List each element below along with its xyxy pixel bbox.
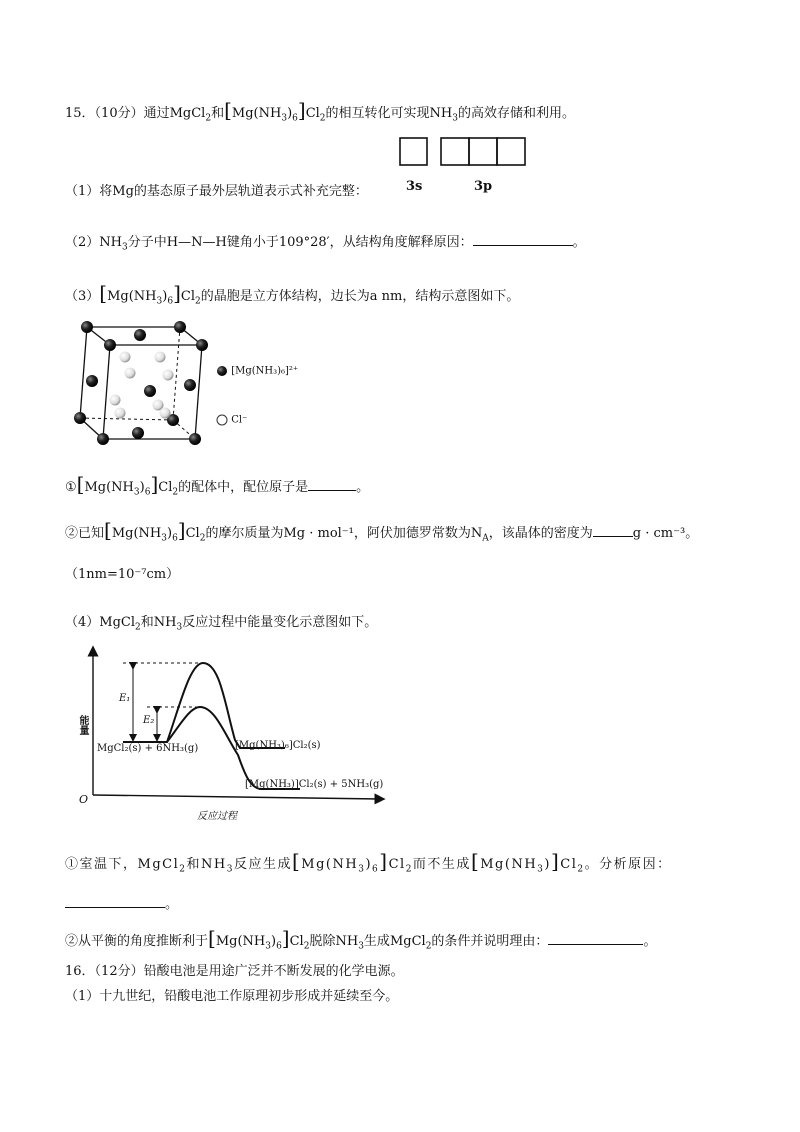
legend-cation: [Mg(NH₃)₆]²⁺: [216, 365, 298, 377]
mgcl2-formula: MgCl$_2$: [389, 934, 432, 952]
avogadro-symbol: $N_A$: [470, 526, 489, 544]
mgcl2-formula: MgCl$_2$: [137, 857, 187, 875]
hnh-bond: H—N—H: [166, 235, 227, 250]
orbital-3p-box-2: [469, 138, 497, 165]
orbital-3s-label: 3s: [406, 179, 423, 194]
crystal-cell-figure: [70, 315, 300, 455]
energy-diagram: [75, 645, 395, 825]
orbital-3p-box-1: [441, 138, 469, 165]
crystal-cell-svg: [70, 315, 220, 455]
answer-blank-s1[interactable]: [308, 476, 356, 491]
q15-t1: ①室温下，MgCl$_2$和$NH_3$反应生成$[Mg(NH_3)_6]Cl_2$而不生成$[Mg(NH_3)]Cl_2$。分析原因：: [65, 849, 672, 875]
product2-label: [Mg(NH₃)]Cl₂(s) + 5NH₃(g): [245, 779, 384, 790]
monoammine-formula: $[Mg(NH_3)]Cl_2$: [470, 849, 585, 875]
q15-header: 15．（10分）通过MgCl$_2$和$[Mg(NH_3)_6]Cl_2$的相互转化可实现$NH_3$的高效存储和利用。: [65, 98, 576, 124]
product1-label: [Mg(NH₃)₆]Cl₂(s): [235, 740, 321, 751]
answer-blank-t1[interactable]: [65, 893, 165, 908]
nh3-formula: $NH_3$: [153, 615, 183, 633]
cube-edges: [80, 327, 202, 439]
cation-spheres: [74, 321, 208, 445]
x-axis-label: 反应过程: [197, 811, 237, 822]
complex-formula: $[Mg(NH_3)_6]Cl_2$: [104, 518, 206, 544]
orbital-3p-box-3: [497, 138, 525, 165]
complex-formula: $[Mg(NH_3)_6]Cl_2$: [99, 281, 201, 307]
anion-spheres: [110, 352, 174, 419]
q16-header: 16．（12分）铅酸电池是用途广泛并不断发展的化学电源。: [65, 964, 404, 979]
molar-mass-unit: Mg · mol⁻¹: [283, 526, 354, 541]
q16-part1: （1）十九世纪，铅酸电池工作原理初步形成并延续至今。: [65, 989, 399, 1004]
complex-formula: $[Mg(NH_3)_6]Cl_2$: [76, 472, 179, 498]
answer-blank-density[interactable]: [593, 522, 633, 537]
complex-formula: $[Mg(NH_3)_6]Cl_2$: [291, 849, 413, 875]
q15-part4: （4）MgCl$_2$和$NH_3$反应过程中能量变化示意图如下。: [65, 615, 378, 633]
legend-light-sphere-icon: [216, 414, 228, 426]
q15-part3: $(3)[Mg(NH_3)_6]Cl_2$的晶胞是立方体结构，边长为a nm，结构示意图如下。: [65, 281, 520, 307]
curve-high: [123, 663, 285, 748]
orbital-3p-label: 3p: [474, 179, 493, 194]
nh3-formula: $NH_3$: [429, 106, 458, 124]
origin-label: O: [79, 793, 89, 806]
q15-t1-answer: 。: [65, 893, 178, 915]
q15-t2: ②从平衡的角度推断利于$[Mg(NH_3)_6]Cl_2$脱除$NH_3$生成MgCl$_2$的条件并说明理由： 。: [65, 926, 657, 952]
legend-anion: Cl⁻: [216, 414, 247, 426]
orbital-3s-box: [400, 138, 427, 165]
q15-title: 15．（10分）通过: [65, 106, 170, 121]
q15-part2: $(2)NH_3$分子中H—N—H键角小于109°28′，从结构角度解释原因： 。: [65, 231, 586, 258]
q15-sub1: $①[Mg(NH_3)_6]Cl_2$的配体中，配位原子是 。: [65, 472, 370, 498]
energy-diagram-svg: [75, 645, 395, 825]
answer-blank-t2[interactable]: [548, 930, 643, 945]
complex-formula: $[Mg(NH_3)_6]Cl_2$: [208, 926, 310, 952]
x-axis: [93, 795, 380, 799]
legend-dark-sphere-icon: [216, 365, 228, 377]
mgcl2-formula: MgCl$_2$: [99, 615, 141, 633]
edge-length: a nm: [369, 289, 403, 304]
bond-angle: 109°28′: [278, 235, 330, 250]
nh3-formula: $NH_3$: [99, 235, 128, 253]
e1-label: E₁: [119, 693, 131, 704]
answer-blank-2[interactable]: [473, 231, 573, 246]
q15-sub2: ②已知$[Mg(NH_3)_6]Cl_2$的摩尔质量为Mg · mol⁻¹，阿伏加德罗常数为$N_A$，该晶体的密度为 g · cm⁻³。: [65, 518, 699, 544]
y-axis-label: 能量: [77, 715, 88, 735]
reactant-label: MgCl₂(s) + 6NH₃(g): [97, 743, 199, 754]
unit-note: （1nm=10⁻⁷cm）: [65, 567, 180, 582]
density-unit: g · cm⁻³: [632, 526, 686, 541]
complex-formula: $[Mg(NH_3)_6]Cl_2$: [224, 98, 326, 124]
nh3-formula: $NH_3$: [201, 857, 234, 875]
mg-symbol: Mg: [112, 184, 134, 199]
orbital-diagram: [399, 137, 529, 197]
nh3-formula: $NH_3$: [335, 934, 364, 952]
q15-part1: （1）将Mg的基态原子最外层轨道表示式补充完整：: [65, 184, 368, 199]
mgcl2-formula: MgCl$_2$: [169, 106, 212, 124]
e2-label: E₂: [143, 715, 155, 726]
